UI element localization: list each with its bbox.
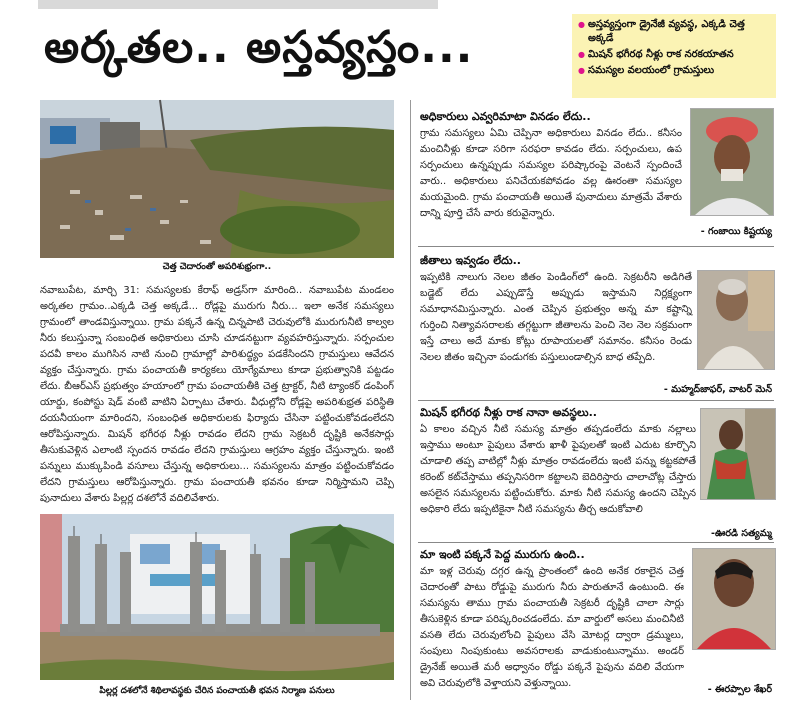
section-body: గ్రామ సమస్యలు ఏమి చెప్పినా అధికారులు వినడం లేదు.. కనీసం మంచినీళ్లు కూడా సరిగా సరఫరా కావడం లేదు. సర్పంచులు, ఉప సర్పంచులు ఉన్నప్పుడు సమస్యల పరిష్కారంపై వెంటనే స్పందించే వారు.. అధికారులు పనిచేయకపోవడం వల్ల ఊరంతా సమస్యల మయమైంది. గ్రామ పంచాయతీ అయితే పునాదులు మాత్రమే వేశారు దాన్ని పూర్తి చేసే వారు కరువైన్నారు.: [420, 128, 682, 219]
headline: అర్కతల.. అస్తవ్యస్తం...: [44, 22, 474, 73]
column-divider: [410, 100, 411, 700]
section-divider: [418, 400, 774, 401]
attribution: - గంజాయి కిష్టయ్య: [700, 226, 772, 237]
portrait-photo: [697, 270, 775, 370]
section-title: మా ఇంటి పక్కనే పెద్ద మురుగు ఉంది..: [420, 548, 585, 561]
main-article: నవాబుపేట, మార్చి 31: సమస్యలకు కేరాఫ్ అడ్రస్‌గా మారింది.. నవాబుపేట మండలం అర్కతల గ్రామం..ఎక్కడి చెత్త అక్కడే... రోడ్లపై మురుగు నీరు... ఇలా అనేక సమస్యలు గ్రామంలో తాండవిస్తున్నాయి. గ్రామ పక్కనే ఉన్న చిన్నపాటి చెరువులోకి మురుగునీటి కాల్వల నీరు కలుస్తున్నా సంబంధిత అధికారులు చూసి చూడనట్టుగా వ్యవహరిస్తున్నారు. సర్పంచుల పదవీ కాలం ముగిసిన నాటి నుంచి గ్రామాల్లో పారిశుద్ధ్యం పడకేసిందని గ్రామస్తులు ఆవేదన వ్యక్తం చేస్తున్నారు. గ్రామ పంచాయతీ కార్యకలు యోగ్యేమాలు కూడా ప్రభుత్వానికి పట్టడం లేదు. బీఆర్ఎస్ ప్రభుత్వం హయాంలో గ్రామ పంచాయతీకి చెత్త ట్రాక్టర్, నీటి ట్యాంకర్ డంపింగ్ యార్డు, కంపోస్టు షెడ్ వంటి వాటిని ఏర్పాటు చేశారు. వీధుల్లోని రోడ్లపై అపరిశుభ్రత పరిస్థితి దయనీయంగా మారిందని, సంబంధిత అధికారులకు ఫిర్యాదు చేసినా పట్టించుకోవడంలేదని ఆరోపిస్తున్నారు. మిషన్ భగీరథ నీళ్లు రావడం లేదని గ్రామ సెక్రటరీ దృష్టికి అనేకసార్లు తీసుకువెళ్లిన ఎలాంటి స్పందన రావడం లేదని గ్రామస్తులు ఆగ్రహం వ్యక్తం చేస్తున్నారు. ఇంటి పన్నులు ముక్కుపిండి వసూలు చేస్తున్న అధికారులు... సమస్యలను మాత్రం పట్టించుకోవడం లేదని గ్రామస్తులు ఆరోపిస్తున్నారు. గ్రామ పంచాయతీ భవనం కూడా నిర్మిస్తామని చెప్పి పునాదులు వేశారు పిల్లర్ల దశలోనే వదిలివేశారు.: [40, 285, 394, 504]
section-title: మిషన్ భగీరథ నీళ్లు రాక నానా అవస్థలు..: [420, 406, 597, 419]
portrait-photo: [692, 548, 776, 650]
garbage-photo: [40, 100, 394, 258]
section-divider: [418, 246, 774, 247]
pillars-photo: [40, 514, 394, 680]
photo-caption: పిల్లర్ల దశలోనే శిథిలావస్థకు చేరిన పంచాయతీ భవన నిర్మాణ పనులు: [99, 686, 335, 696]
section-body: ఏ కాలం వచ్చిన నీటి సమస్య మాత్రం తప్పడంలేదు మాకు నల్లాలు ఇస్తాము అంటూ పైపులు వేశారు ఖాళీ పైపులతో ఇంటి ఎదుట కూర్చొని చూడాలి తప్ప వాటిల్లో నీళ్లు మాత్రం రావడంలేదు ఇంటి పన్ను కట్టకపోతే కరెంట్ కట్‌చేస్తాము తప్పనిసరిగా కట్టాలని బెదిరిస్తారు చాలాచోట్ల చేస్తారు అసలైన సమస్యలను పట్టించుకోరు. మాకు నీటి సమస్య ఉందని చెప్పిన అధికారి లేదు ఇప్పటికైనా నీటి సమస్యను తీర్చ ఆదుకోవాలి: [420, 424, 696, 515]
attribution: - మహ్మద్‌జాఫర్, వాటర్ మెన్: [663, 384, 772, 395]
section-body: మా ఇళ్ల చెరువు దగ్గర ఉన్న ప్రాంతంలో ఉంది అనేక రకాలైన చెత్త చెదారంతో పాటు రోడ్డుపై మురుగు నీరు పారుతూనే ఉంటుంది. ఈ సమస్యను తాము గ్రామ పంచాయతీ సెక్రటరీ దృష్టికి చాలా సార్లు తీసుకెళ్లిన కూడా పరిష్కరించడంలేదు. మా వార్డులో అసలు మంచినీటి వసతి లేదు చెరువులోంచి పైపులు వేసి మోటర్ల ద్వారా డ్రమ్ములు, సంపులు నింపుకుంటు అవసరాలకు వాడుకుంటున్నాము. అండర్ డ్రైనేజ్ అయితే మరీ అధ్వానం రోడ్డు పక్కనే పైపును వదిలి వేయగా అవి చెరువులోకి వెళ్తాయని వెళ్తున్నాయి.: [420, 566, 684, 689]
summary-point: ● మిషన్ భగీరథ నీళ్లు రాక నరకయాతన: [578, 48, 770, 62]
portrait-photo: [700, 408, 776, 500]
attribution: - ఈరప్పాల శేఖర్: [707, 684, 772, 695]
summary-point: ● అస్తవ్యస్తంగా డ్రైనేజీ వ్యవస్థ, ఎక్కడి చెత్త అక్కడే: [578, 18, 770, 46]
summary-point: ● సమస్యల వలయంలో గ్రామస్తులు: [578, 64, 770, 78]
top-band: [38, 0, 438, 9]
section-body: ఇప్పటికి నాలుగు నెలల జీతం పెండింగ్‌లో ఉంది. సెక్రటరీని అడిగితే బడ్జెట్ లేదు ఎప్పుడొస్తే అప్పుడు ఇస్తామని నిర్లక్ష్యంగా సమాధానమిస్తున్నారు. ఎంత చెప్పిన ప్రభుత్వం అన్న మా కష్టాన్ని గుర్తించి నిత్యావసరాలకు తగ్గట్టుగా జీతాలను పెంచి నెల నెల సక్రమంగా ఇస్తే చాలు అదే మాకు కోట్లు రూపాయలతో సమానం. కనీసం రెండు నెలల జీతం ఇచ్చినా పండుగకు పస్తులుండాల్సిన బాధ తప్పేది.: [420, 272, 692, 363]
section-divider: [418, 542, 774, 543]
section-title: అధికారులు ఎవ్వరిమాటా వినడం లేదు..: [420, 110, 591, 123]
attribution: -ఊరడి సత్యమ్మ: [711, 528, 772, 539]
portrait-photo: [690, 108, 774, 216]
summary-box: [572, 14, 776, 98]
photo-caption: చెత్త చెదారంతో అపరిశుభ్రంగా..: [162, 262, 272, 272]
section-title: జీతాలు ఇవ్వడం లేదు..: [420, 254, 521, 267]
